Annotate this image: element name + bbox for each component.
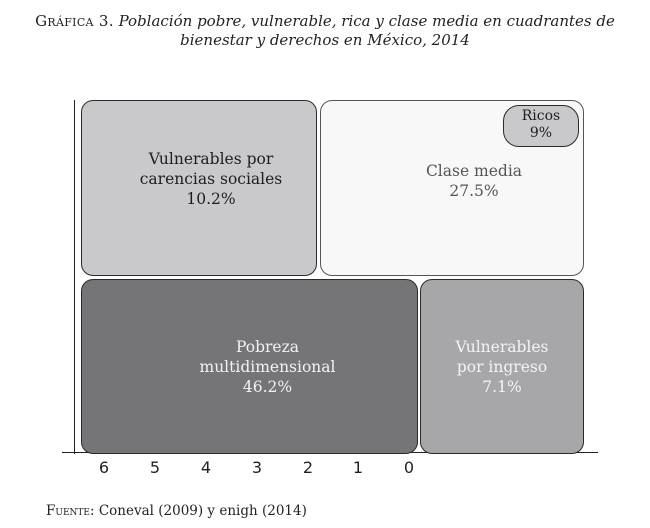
source-note [46,503,307,519]
x-tick-label: 5 [149,458,161,477]
title-label: Gráfica 3. [35,12,114,30]
source-text: Coneval (2009) y enigh (2014) [98,503,307,519]
quadrant-ricos-text [522,108,560,142]
y-axis-line [74,100,75,454]
x-tick-label: 6 [98,458,110,477]
x-tick-label: 3 [251,458,263,477]
quadrant-vulnerables-carencias [81,100,317,276]
quadrant-label-line1: Vulnerables por [148,150,274,168]
x-tick-label: 0 [403,458,415,477]
figure-title [30,12,620,50]
quadrant-value: 7.1% [482,377,522,396]
title-line-1 [30,12,620,31]
quadrant-value: 10.2% [186,190,236,208]
quadrant-label-line2: por ingreso [456,357,548,376]
quadrant-clase-media-text [426,161,522,201]
quadrant-pobreza-text [200,337,336,397]
quadrant-value: 46.2% [242,377,293,396]
quadrant-label-line2: multidimensional [199,357,336,376]
source-label: Fuente: [46,503,95,519]
quadrant-ricos [503,105,579,147]
quadrant-value: 9% [529,125,553,141]
quadrant-label-line1: Ricos [521,108,561,124]
quadrant-vulnerables-ingreso [420,279,584,454]
quadrant-vulnerables-carencias-text [140,149,283,209]
x-tick-label: 4 [200,458,212,477]
quadrant-label-line1: Vulnerables [455,337,549,356]
quadrant-vulnerables-ingreso-text [456,337,549,397]
title-text-1: Población pobre, vulnerable, rica y clase media en cuadrantes de [118,12,615,30]
title-text-2: bienestar y derechos en México, 2014 [180,31,470,49]
quadrant-label-line1: Clase media [425,162,523,180]
quadrant-label-line1: Pobreza [235,337,300,356]
x-tick-label: 1 [352,458,364,477]
quadrant-label-line2: carencias sociales [139,170,283,188]
quadrant-pobreza [81,279,418,454]
quadrant-value: 27.5% [449,182,499,200]
x-tick-label: 2 [302,458,314,477]
